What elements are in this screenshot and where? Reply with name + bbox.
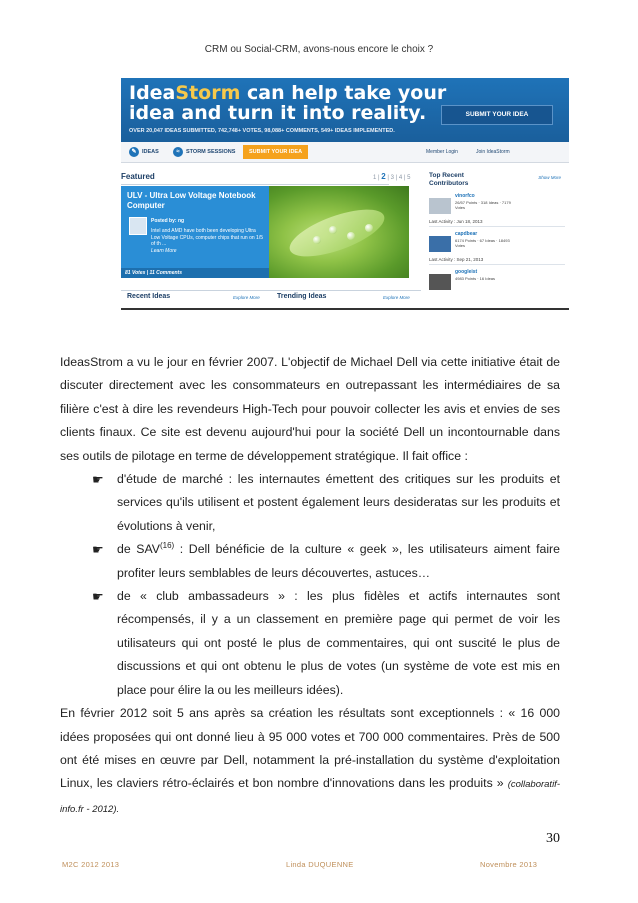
article-body [60, 351, 560, 821]
nav-submit-idea[interactable] [243, 145, 308, 159]
avatar [429, 198, 451, 214]
contributor-activity: Last Activity : Jun 18, 2013 [429, 219, 483, 224]
posted-by: Posted by: ng [151, 218, 185, 224]
results-paragraph [60, 702, 560, 821]
ideas-icon: ✎ [129, 147, 139, 157]
footnote-ref: (16) [159, 541, 175, 551]
ideastorm-banner [121, 78, 569, 142]
nav-sessions-label: STORM SESSIONS [186, 149, 236, 155]
pager-1[interactable]: 1 [373, 175, 377, 181]
top-recent-heading: Top Recent Contributors [429, 172, 469, 187]
featured-heading: Featured [121, 172, 389, 185]
nav-bar [121, 142, 569, 163]
water-drop [313, 236, 321, 244]
screenshot-divider [121, 308, 569, 310]
featured-idea-text [151, 228, 263, 254]
ideastorm-screenshot [121, 78, 569, 310]
featured-idea-description: Intel and AMD have both been developing Ultra Low Voltage CPUs, computer chips that run on 1/5 of th ... [151, 228, 264, 247]
bullet-market-study [60, 468, 560, 538]
bullet-text: : Dell bénéficie de la culture « geek », les utilisateurs aiment faire profiter leurs semblables de leurs découvertes, astuces… [117, 542, 560, 580]
featured-idea-title: ULV - Ultra Low Voltage Notebook Computer [127, 191, 256, 210]
nav-storm-sessions[interactable] [173, 145, 235, 159]
pointing-hand-icon: ☛ [92, 589, 104, 605]
pager-2[interactable]: 2 [381, 172, 386, 181]
banner-stats: OVER 20,047 IDEAS SUBMITTED, 742,748+ VOTES, 98,088+ COMMENTS, 549+ IDEAS IMPLEMENTED. [129, 128, 395, 134]
contributor-item[interactable] [429, 266, 565, 296]
contributor-name: vinorfco [455, 193, 475, 199]
page-header: CRM ou Social-CRM, avons-nous encore le choix ? [204, 44, 434, 55]
explore-more-recent[interactable]: Explore More [233, 295, 260, 300]
bullet-text: de « club ambassadeurs » : les plus fidèles et actifs internautes sont récompensés, il y a un classement en première page qui permet de voir les utilisateurs qui ont posté le plus de commentaires, qui ont suscité le plus de discussions et qui ont obtenu le plus de votes (un système de vote est mis en place pour élire la ou les meilleurs idées). [117, 589, 560, 697]
featured-idea-card[interactable] [121, 186, 269, 278]
top-contributors-panel [429, 172, 565, 281]
learn-more-link[interactable]: Learn More [151, 247, 177, 254]
water-drop [329, 226, 337, 234]
avatar [129, 217, 147, 235]
brand-headline [129, 83, 446, 104]
member-login-link[interactable]: Member Login [426, 149, 458, 155]
storm-icon: ≈ [173, 147, 183, 157]
contributor-stats: 4983 Points · 16 Ideas [455, 276, 496, 281]
contributor-name: googleist [455, 269, 478, 275]
contributor-stats: 6174 Points · 67 Ideas · 18493 Votes [455, 238, 510, 248]
ideas-lists-header [121, 290, 421, 306]
intro-paragraph: IdeasStrom a vu le jour en février 2007. L'objectif de Michael Dell via cette initiative était de discuter directement avec les consommateurs en outrepassant les intermédiaires de sa filière c'est à dire les revendeurs High-Tech pour pouvoir collecter les avis et envies de ses clients finaux. Ce site est devenu aujourd'hui pour la société Dell un incontournable dans ses outils de pilotage en terme de développement stratégique. Il fait office : [60, 355, 560, 463]
recent-ideas-heading: Recent Ideas [127, 293, 171, 300]
contributor-activity: Last Activity : Sep 21, 2013 [429, 257, 484, 262]
footer-date: Novembre 2013 [480, 860, 538, 869]
pointing-hand-icon: ☛ [92, 542, 104, 558]
contributor-item[interactable] [429, 190, 565, 227]
avatar [429, 236, 451, 252]
pager-3[interactable]: 3 [390, 175, 394, 181]
citation: (collaboratif-info.fr - 2012). [60, 779, 560, 815]
submit-idea-button[interactable]: SUBMIT YOUR IDEA [441, 105, 553, 125]
page-number: 30 [546, 831, 560, 846]
bullet-text: d'étude de marché : les internautes émettent des critiques sur les produits et services qu'ils utilisent et postent également leurs desideratas sur les produits et évolutions à venir, [117, 472, 560, 533]
bullet-ambassadors [60, 585, 560, 702]
water-drop [347, 232, 355, 240]
pager-5[interactable]: 5 [407, 175, 411, 181]
footer-left: M2C 2012 2013 [62, 860, 120, 869]
explore-more-trending[interactable]: Explore More [383, 295, 410, 300]
leaf-shape [284, 200, 390, 266]
avatar [429, 274, 451, 290]
contributor-item[interactable] [429, 228, 565, 265]
nav-ideas-label: IDEAS [142, 149, 159, 155]
footer-author: Linda DUQUENNE [286, 860, 354, 869]
nav-ideas[interactable] [129, 145, 159, 159]
bullet-after-sales [60, 538, 560, 585]
brand-storm: Storm [175, 82, 241, 104]
headline-line-2: idea and turn it into reality. [129, 102, 427, 124]
pager-4[interactable]: 4 [398, 175, 403, 181]
show-more-link[interactable]: Show More [538, 175, 561, 180]
join-link[interactable]: Join IdeaStorm [476, 149, 510, 155]
results-text: En février 2012 soit 5 ans après sa création les résultats sont exceptionnels : « 16 000 idées proposées qui ont donné lieu à 95 000 votes et 700 000 commentaires. Près de 500 ont été mises en œuvre par Dell, notamment la pré-installation du système d'exploitation Linux, les claviers rétro-éclairés et bon nombre d'innovations dans les produits » [60, 706, 560, 791]
featured-pager: 1 | 2 | 3 | 4 | 5 [373, 172, 411, 181]
brand-ideas: Idea [129, 82, 176, 104]
bullet-text: de SAV [117, 542, 160, 557]
water-drop [365, 224, 373, 232]
featured-idea-footer: 81 Votes | 11 Comments [121, 268, 273, 278]
trending-ideas-heading: Trending Ideas [277, 293, 327, 300]
contributor-name: capdbear [455, 231, 478, 237]
nav-submit-label: SUBMIT YOUR IDEA [249, 149, 303, 155]
pointing-hand-icon: ☛ [92, 472, 104, 488]
leaf-photo [269, 186, 409, 278]
contributor-stats: 26/57 Points · 318 Ideas · 7179 Votes [455, 200, 511, 210]
headline-line-1: can help take your [247, 82, 447, 104]
